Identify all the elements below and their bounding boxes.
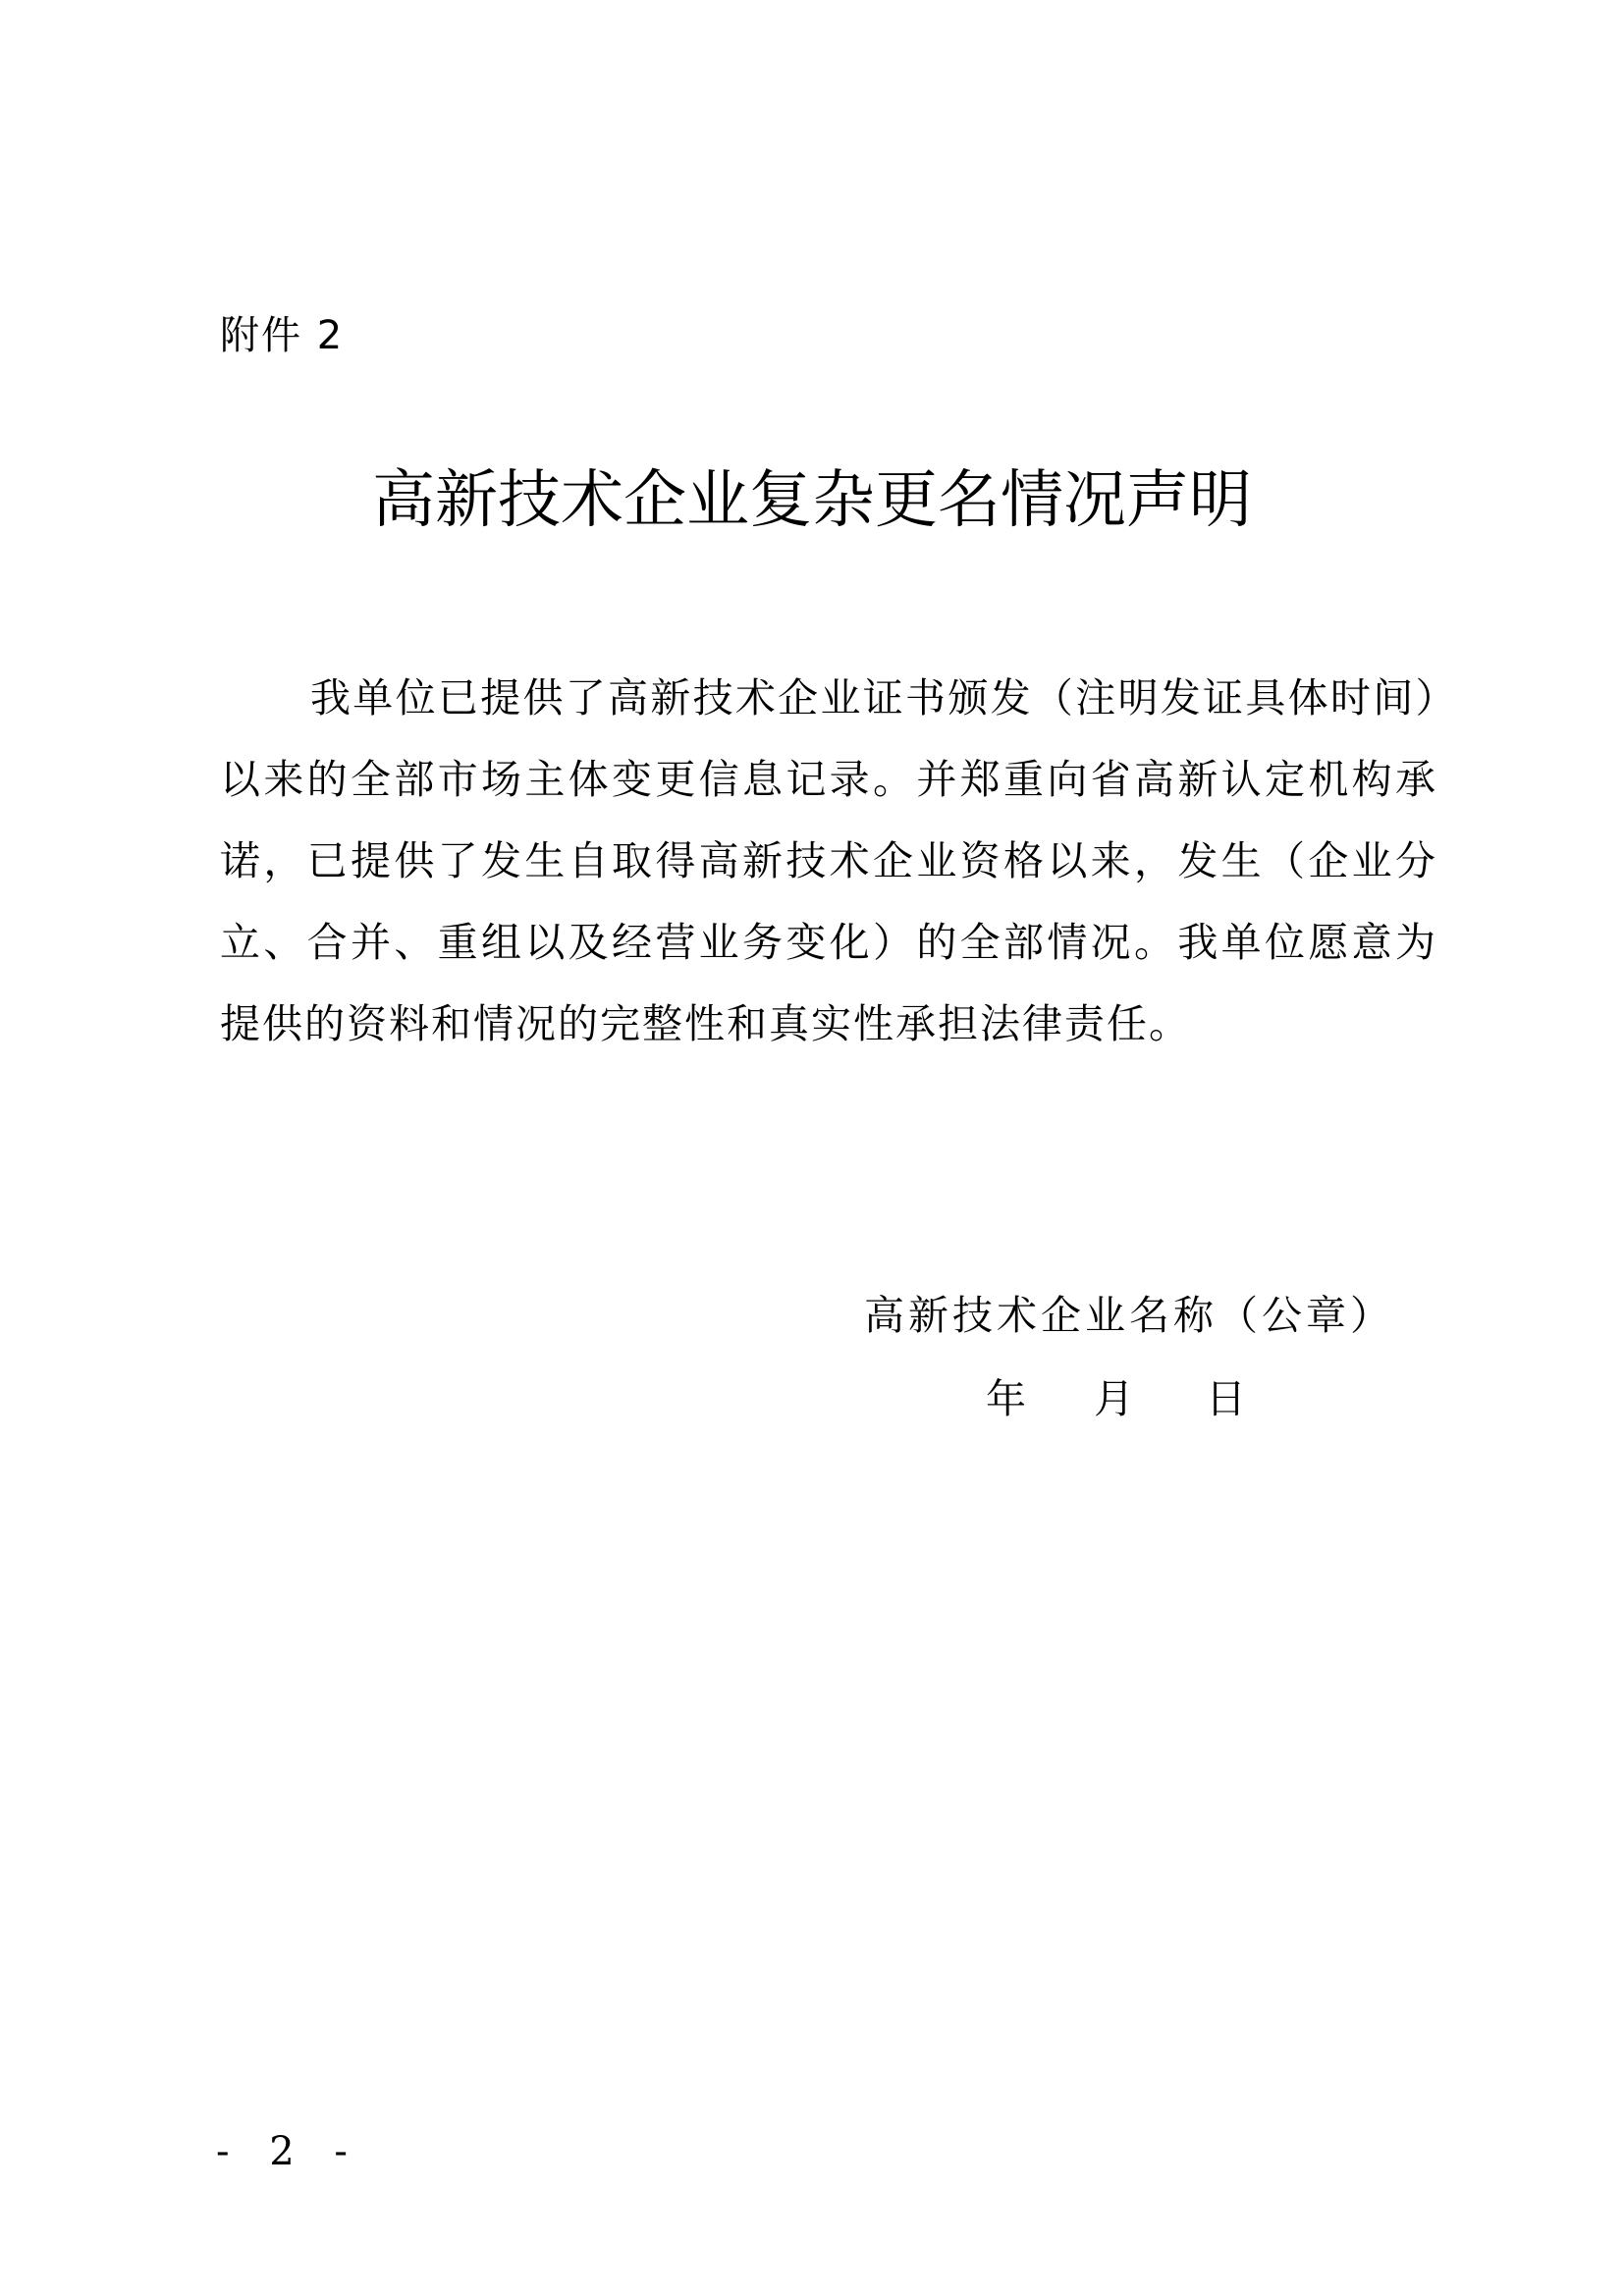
document-title: 高新技术企业复杂更名情况声明 — [372, 464, 1252, 537]
declaration-body: 我单位已提供了高新技术企业证书颁发（注明发证具体时间）以来的全部市场主体变更信息记录。并郑重向省高新认定机构承诺，已提供了发生自取得高新技术企业资格以来，发生（企业分立、合并、重组以及经营业务变化）的全部情况。我单位愿意为提供的资料和情况的完整性和真实性承担法律责任。 — [220, 674, 1437, 1047]
date-year-label: 年 — [986, 1375, 1026, 1422]
company-name-seal-label: 高新技术企业名称（公章） — [864, 1292, 1394, 1339]
date-day-label: 日 — [1206, 1375, 1246, 1422]
date-month-label: 月 — [1094, 1375, 1134, 1422]
page-number: - 2 - — [216, 2129, 361, 2174]
attachment-label: 附件 2 — [220, 313, 345, 358]
